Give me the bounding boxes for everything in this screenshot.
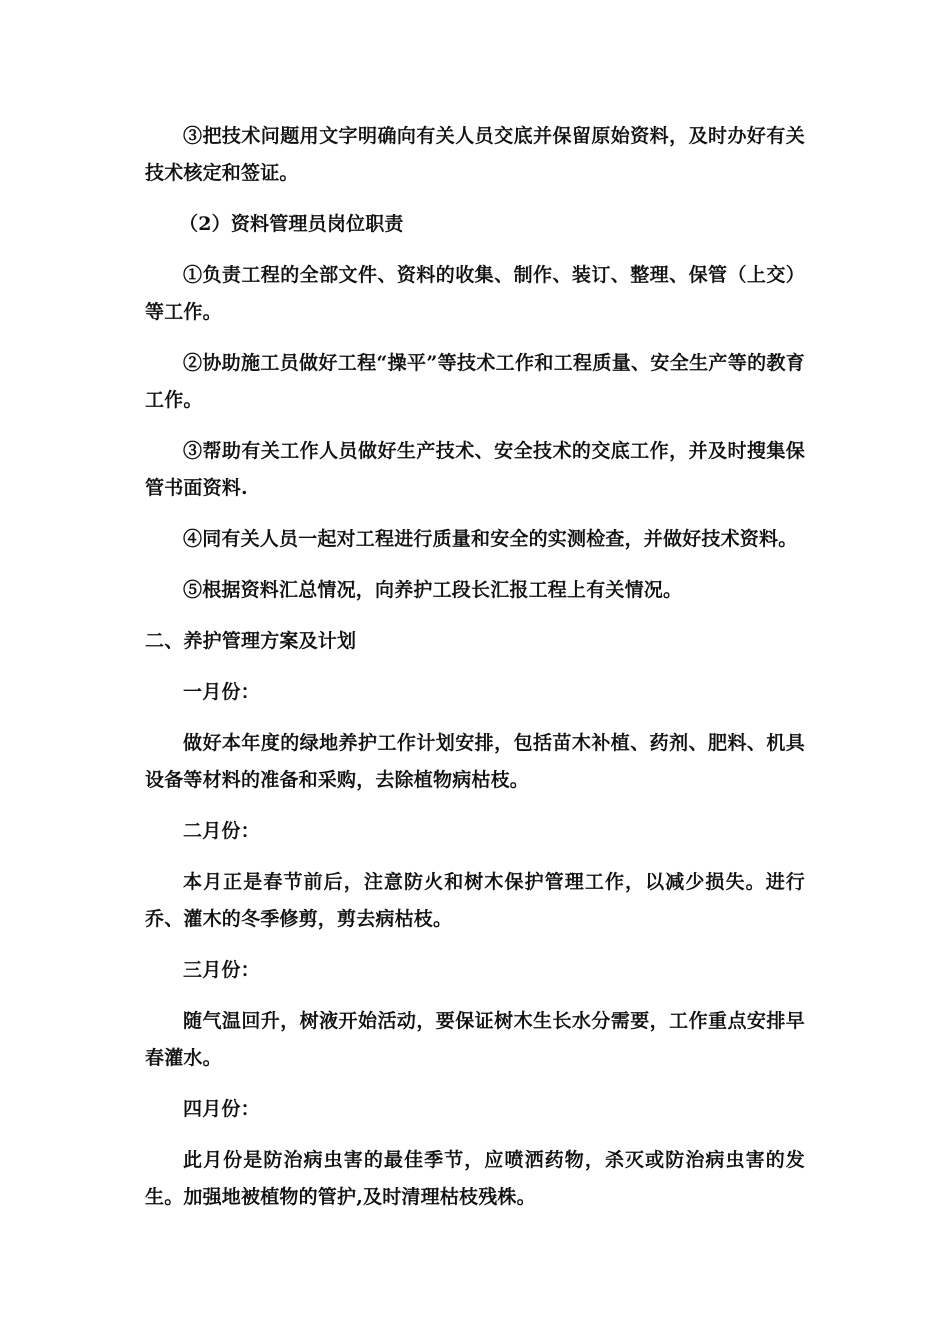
paragraph-duty-5: ⑤根据资料汇总情况，向养护工段长汇报工程上有关情况。 (183, 579, 683, 601)
paragraph-technical-disclosure: ③把技术问题用文字明确向有关人员交底并保留原始资料，及时办好有关技术核定和签证。 (145, 125, 805, 184)
paragraph-duty-1: ①负责工程的全部文件、资料的收集、制作、装订、整理、保管（上交）等工作。 (145, 264, 805, 323)
month-heading-march: 三月份： (183, 959, 260, 981)
paragraph-duty-3: ③帮助有关工作人员做好生产技术、安全技术的交底工作，并及时搜集保管书面资料. (145, 440, 805, 499)
section-heading-maintenance-plan: 二、养护管理方案及计划 (145, 630, 357, 652)
paragraph-duty-2: ②协助施工员做好工程“操平”等技术工作和工程质量、安全生产等的教育工作。 (145, 352, 805, 411)
paragraph-april-plan: 此月份是防治病虫害的最佳季节，应喷洒药物，杀灭或防治病虫害的发生。加强地被植物的管护,及时清理枯枝残株。 (145, 1149, 805, 1208)
document-body (145, 118, 805, 1216)
section-heading-records-manager: （2）资料管理员岗位职责 (179, 213, 404, 235)
paragraph-february-plan: 本月正是春节前后，注意防火和树木保护管理工作，以减少损失。进行乔、灌木的冬季修剪，剪去病枯枝。 (145, 871, 805, 930)
month-heading-february: 二月份： (183, 820, 260, 842)
paragraph-duty-4: ④同有关人员一起对工程进行质量和安全的实测检查，并做好技术资料。 (183, 528, 798, 550)
month-heading-april: 四月份： (183, 1098, 260, 1120)
month-heading-january: 一月份： (183, 681, 260, 703)
paragraph-march-plan: 随气温回升，树液开始活动，要保证树木生长水分需要，工作重点安排早春灌水。 (145, 1010, 805, 1069)
paragraph-january-plan: 做好本年度的绿地养护工作计划安排，包括苗木补植、药剂、肥料、机具设备等材料的准备和采购，去除植物病枯枝。 (145, 732, 805, 791)
